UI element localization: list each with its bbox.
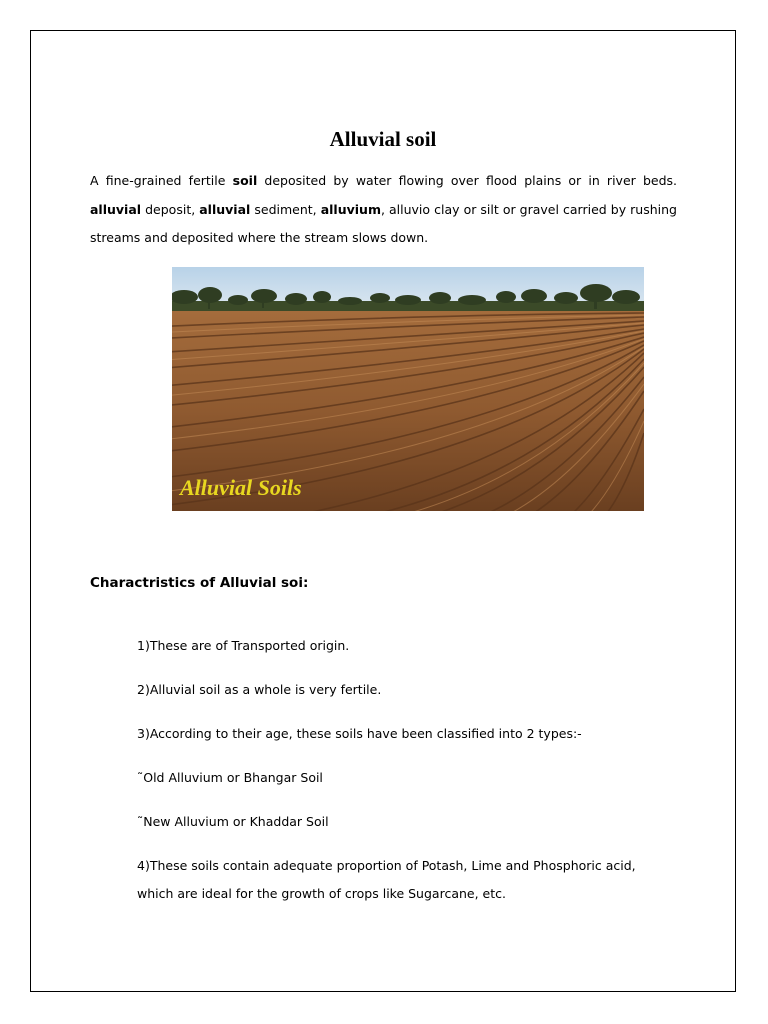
field-illustration [172,267,644,511]
intro-text: deposit, [141,201,200,217]
document-page [30,30,736,992]
image-caption: Alluvial Soils [180,475,302,500]
list-item: ˜New Alluvium or Khaddar Soil [137,814,329,829]
intro-bold-term: soil [232,173,258,188]
list-item: 3)According to their age, these soils have been classified into 2 types:- [137,726,582,741]
intro-text: sediment, [250,201,321,217]
list-item: ˜Old Alluvium or Bhangar Soil [137,770,323,785]
intro-text: A fine-grained fertile [90,173,233,188]
list-item: 1)These are of Transported origin. [137,638,350,653]
list-item: 2)Alluvial soil as a whole is very fertile. [137,682,382,697]
alluvial-soil-photo [172,267,644,511]
intro-bold-term: alluvial [90,201,142,217]
page-title: Alluvial soil [329,127,437,151]
intro-text: deposited by water flowing over flood plains or in river beds. [257,173,677,188]
intro-text: , alluvio clay or silt or gravel carried by rushing streams and deposited where the stream slows down. [90,201,677,245]
section-heading: Charactristics of Alluvial soi: [90,575,309,591]
intro-bold-term: alluvium [320,201,381,217]
intro-paragraph [90,167,677,253]
intro-bold-term: alluvial [199,201,251,217]
list-item: 4)These soils contain adequate proportion of Potash, Lime and Phosphoric acid, which are ideal for the growth of crops like Sugarcane, etc. [137,858,636,901]
